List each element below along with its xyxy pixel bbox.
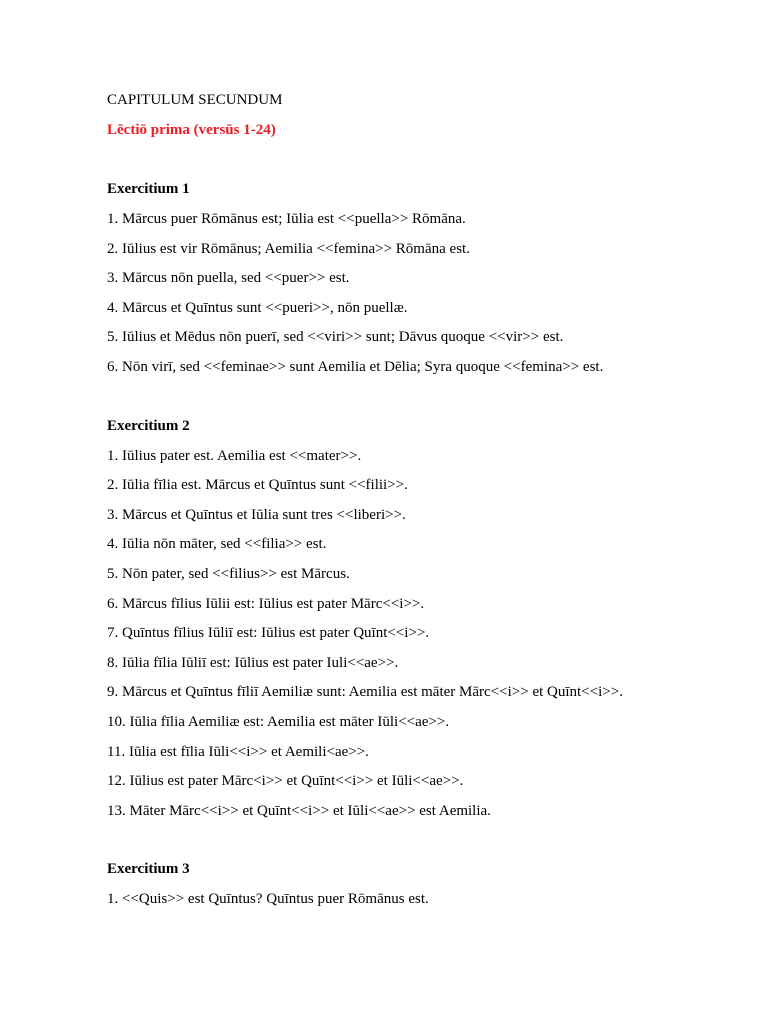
exercise-1 <box>107 178 727 386</box>
exercise-item: 12. Iūlius est pater Mārc<i>> et Quīnt<<i>> et Iūli<<ae>>. <box>107 773 464 790</box>
exercise-2 <box>107 415 727 830</box>
exercise-item: 2. Iūlius est vir Rōmānus; Aemilia <<femina>> Rōmāna est. <box>107 240 470 257</box>
exercise-item: 4. Iūlia nōn māter, sed <<filia>> est. <box>107 536 327 553</box>
exercise-item: 1. <<Quis>> est Quīntus? Quīntus puer Rōmānus est. <box>107 891 429 908</box>
exercise-item: 3. Mārcus et Quīntus et Iūlia sunt tres <<liberi>>. <box>107 506 406 523</box>
exercise-3 <box>107 858 727 918</box>
section-gap <box>107 829 727 858</box>
exercise-item: 1. Iūlius pater est. Aemilia est <<mater>>. <box>107 447 362 464</box>
exercise-item: 6. Mārcus fīlius Iūlii est: Iūlius est pater Mārc<<i>>. <box>107 595 425 612</box>
exercise-item: 3. Mārcus nōn puella, sed <<puer>> est. <box>107 270 350 287</box>
exercise-item: 7. Quīntus fīlius Iūliī est: Iūlius est pater Quīnt<<i>>. <box>107 625 430 642</box>
chapter-title: CAPITULUM SECUNDUM <box>107 92 283 108</box>
exercise-item: 1. Mārcus puer Rōmānus est; Iūlia est <<puella>> Rōmāna. <box>107 211 466 227</box>
exercise-item: 6. Nōn virī, sed <<feminae>> sunt Aemilia et Dēlia; Syra quoque <<femina>> est. <box>107 358 604 375</box>
exercise-item: 13. Māter Mārc<<i>> et Quīnt<<i>> et Iūli<<ae>> est Aemilia. <box>107 802 491 819</box>
exercise-item: 10. Iūlia fīlia Aemiliæ est: Aemilia est māter Iūli<<ae>>. <box>107 713 450 730</box>
lesson-title: Lēctiō prima (versūs 1-24) <box>107 122 276 138</box>
exercise-item: 2. Iūlia fīlia est. Mārcus et Quīntus sunt <<filii>>. <box>107 477 408 494</box>
document-page <box>107 89 727 918</box>
exercise-heading: Exercitium 1 <box>107 181 190 197</box>
exercise-item: 9. Mārcus et Quīntus fīliī Aemiliæ sunt: Aemilia est māter Mārc<<i>> et Quīnt<<i>>. <box>107 684 623 701</box>
exercise-heading: Exercitium 2 <box>107 417 190 434</box>
section-gap <box>107 386 727 415</box>
exercise-heading: Exercitium 3 <box>107 861 190 878</box>
exercise-item: 4. Mārcus et Quīntus sunt <<pueri>>, nōn puellæ. <box>107 299 408 316</box>
section-gap <box>107 149 727 178</box>
exercise-item: 5. Nōn pater, sed <<filius>> est Mārcus. <box>107 565 350 582</box>
exercise-item: 5. Iūlius et Mēdus nōn puerī, sed <<viri>> sunt; Dāvus quoque <<vir>> est. <box>107 329 564 346</box>
exercise-item: 8. Iūlia fīlia Iūliī est: Iūlius est pater Iuli<<ae>>. <box>107 654 399 671</box>
exercise-item: 11. Iūlia est fīlia Iūli<<i>> et Aemili<ae>>. <box>107 743 369 760</box>
